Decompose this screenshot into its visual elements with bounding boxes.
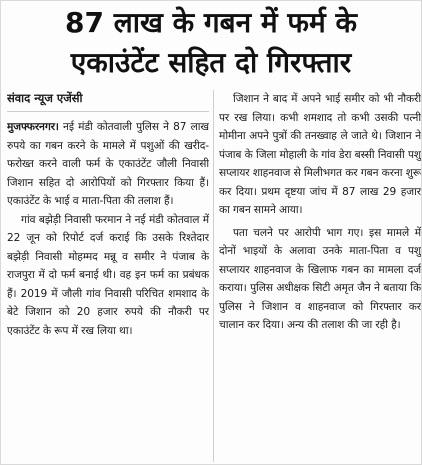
dateline: मुजफ्फरनगर। xyxy=(7,121,59,133)
article-body xyxy=(7,90,421,462)
column-divider xyxy=(213,90,214,462)
byline: संवाद न्यूज एजेंसी xyxy=(7,90,209,112)
right-paragraph-1: जिशान ने बाद में अपने भाई समीर को भी नौकरी पर रख लिया। कभी शमशाद तो कभी उसकी पत्नी मोमीना अपने पुत्रों की तनख्वाह ले जाते थे। जिशान ने पंजाब के जिला मोहाली के गांव डेरा बस्सी निवासी पशु सप्लायर शाहनवाज से मिलीभगत कर गबन करना शुरू कर दिया। प्रथम दृष्टया जांच में 87 लाख 29 हजार का गबन सामने आया। xyxy=(219,93,421,216)
headline-line-1: 87 लाख के गबन में फर्म के xyxy=(65,6,357,39)
headline xyxy=(7,3,415,83)
left-column xyxy=(7,90,209,462)
left-paragraph-1-text: नई मंडी कोतवाली पुलिस ने 87 लाख रुपये का गबन करने के मामले में पशुओं की खरीद-फरोख्त करने वाली फर्म के एकाउंटेंट जौली निवासी जिशान सहित दो आरोपियों को गिरफ्तार किया हैं। एकाउंटेंट के भाई व माता-पिता की तलाश हैं। xyxy=(7,121,209,207)
right-column xyxy=(219,90,421,462)
right-paragraph-2: पता चलने पर आरोपी भाग गए। इस मामले में दोनों भाइयों के अलावा उनके माता-पिता व पशु सप्लायर शाहनवाज के खिलाफ गबन का मामला दर्ज कराया। पुलिस अधीक्षक सिटी अमृत जैन ने बताया कि पुलिस ने जिशान व शाहनवाज को गिरफ्तार कर चालान कर दिया। अन्य की तलाश की जा रही है। xyxy=(219,226,421,331)
left-paragraph-2: गांव बझेड़ी निवासी फरमान ने नई मंडी कोतवाल में 22 जून को रिपोर्ट दर्ज कराई कि उसके रिश्तेदार बझेड़ी निवासी मोहम्मद मन्नू व समीर ने पंजाब के राजपुरा में दो फर्म बनाई थी। वह इन फर्म का प्रबंधक हैं। 2019 में जौली गांव निवासी परिचित शमशाद के बेटे जिशान को 20 हजार रुपये की नौकरी पर एकाउंटेंट के रूप में रख लिया था। xyxy=(7,213,209,337)
headline-line-2: एकाउंटेंट सहित दो गिरफ्तार xyxy=(70,46,352,79)
left-paragraph-1 xyxy=(7,118,209,211)
